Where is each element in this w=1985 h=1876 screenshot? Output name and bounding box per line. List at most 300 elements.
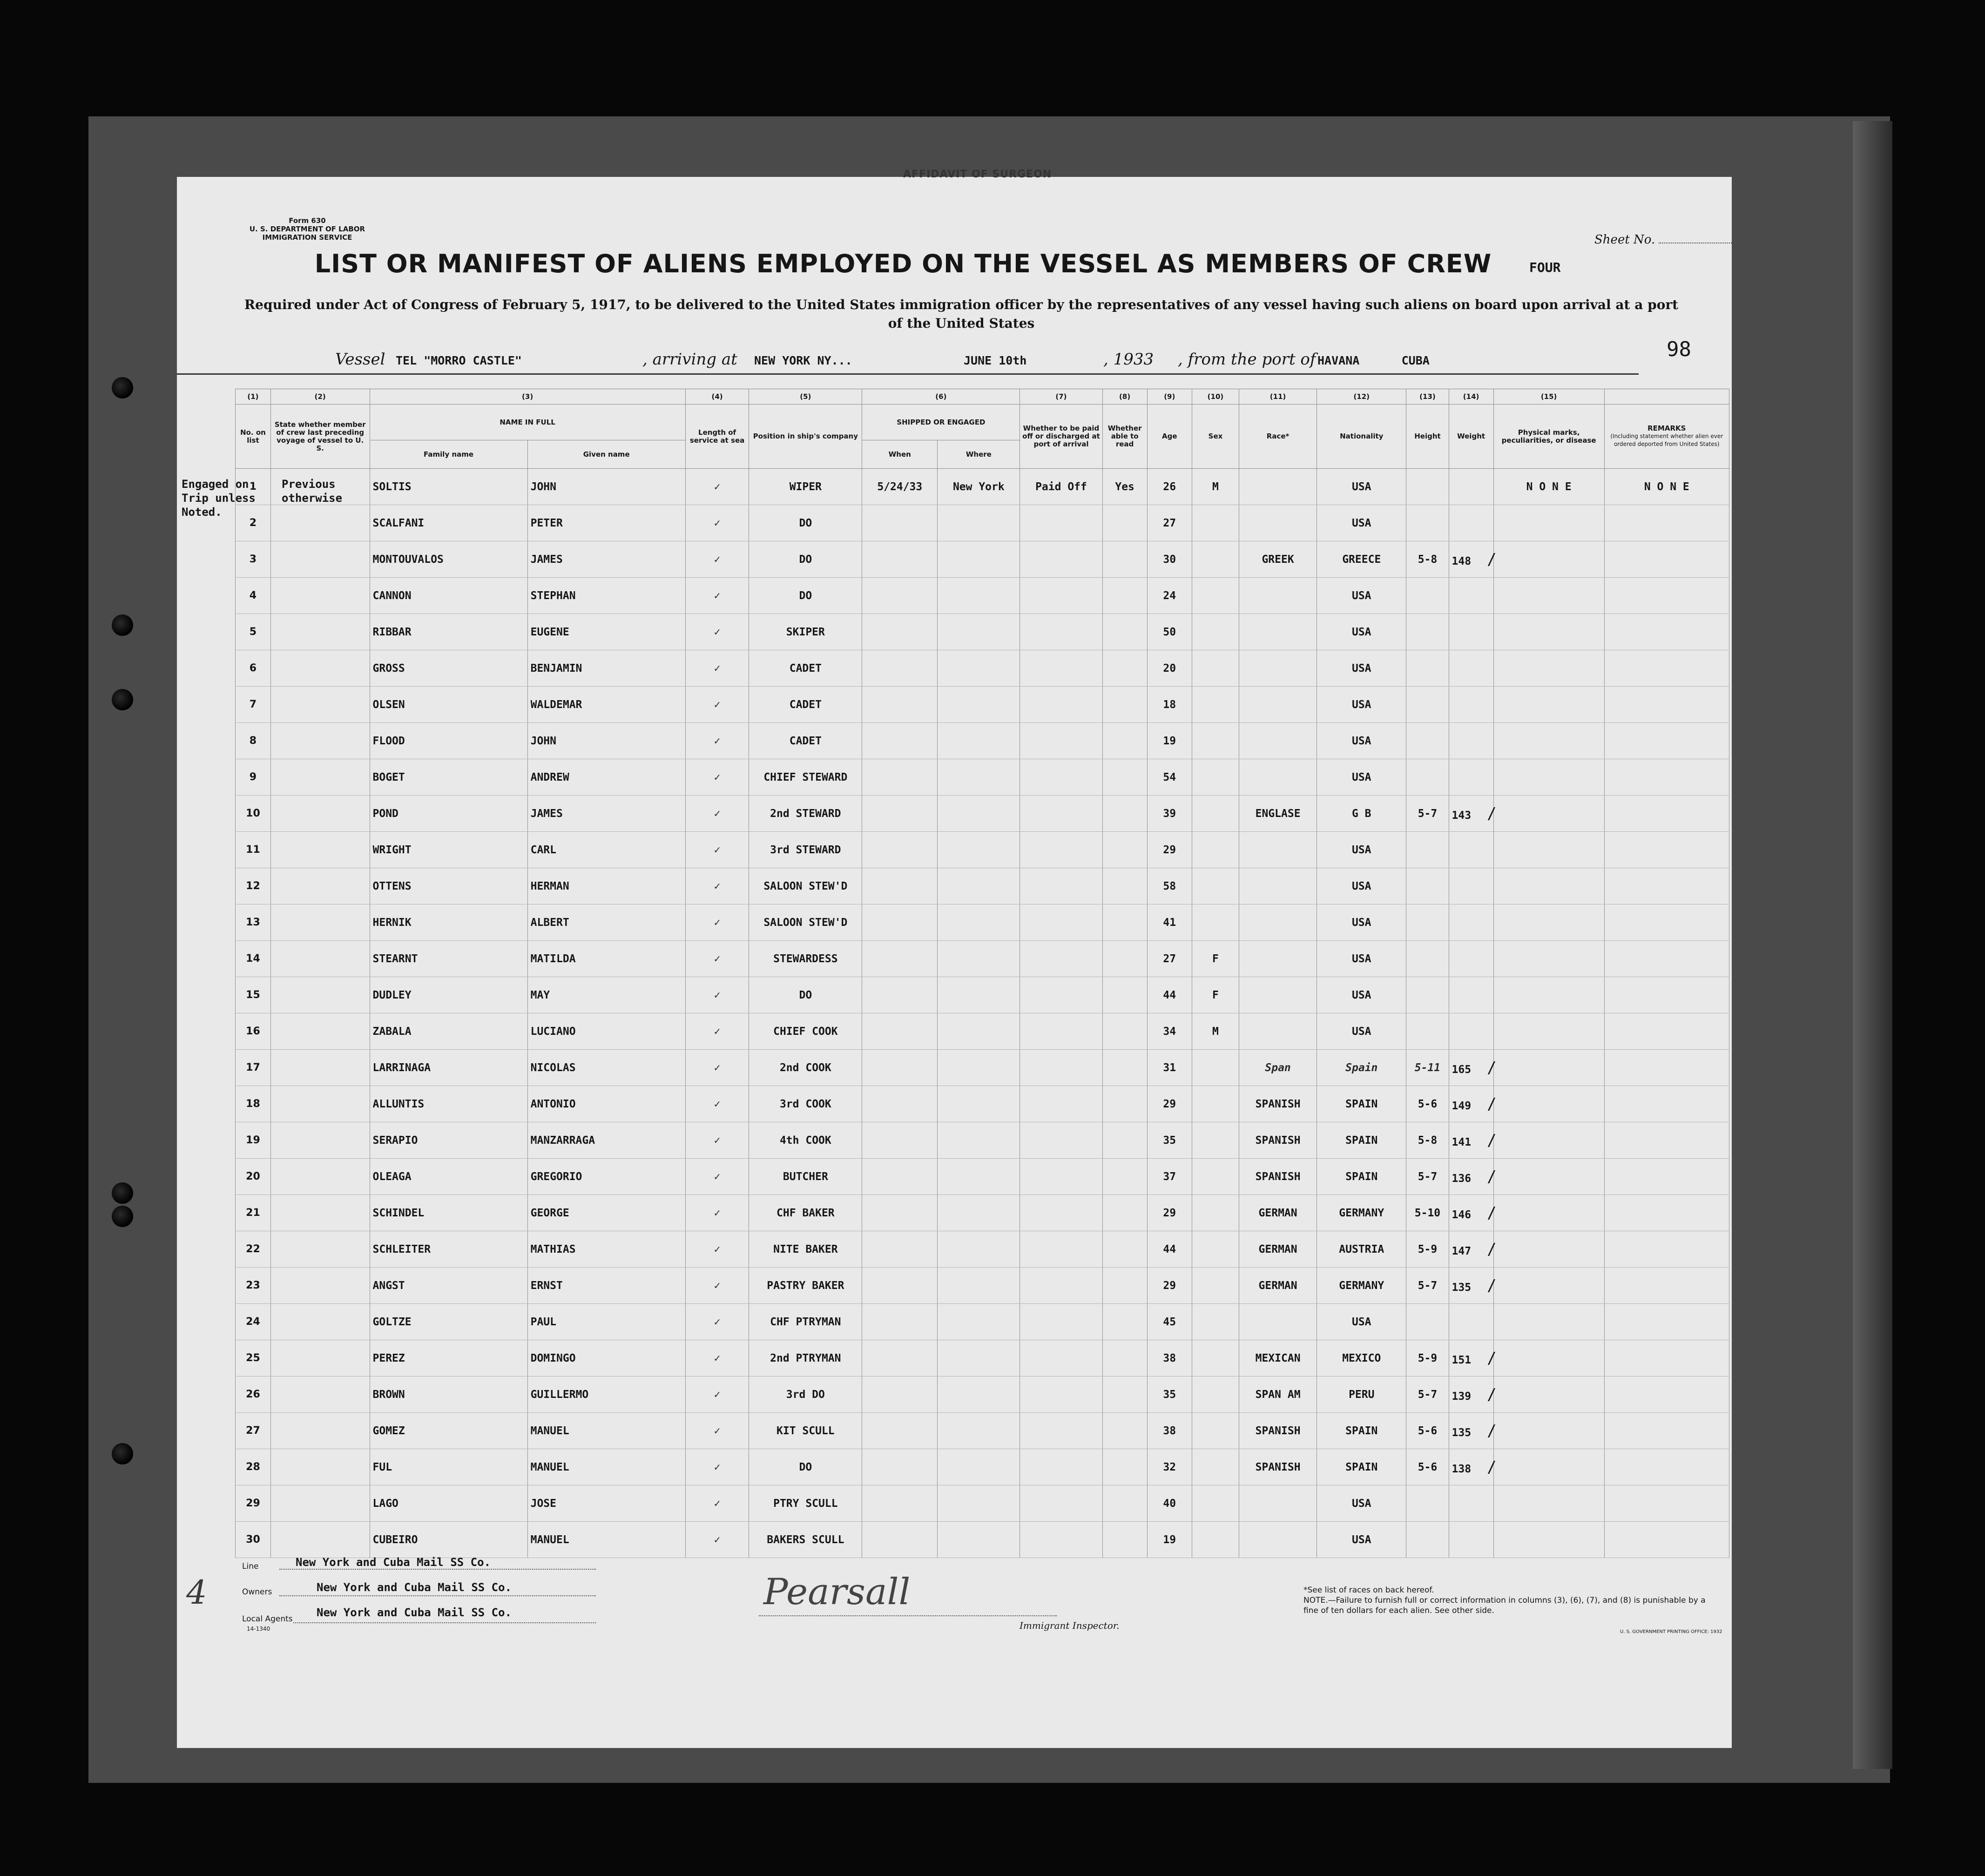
given-name: JOHN <box>527 469 685 505</box>
col-sex: Sex <box>1192 405 1239 469</box>
weight <box>1449 868 1493 904</box>
sex <box>1192 1195 1239 1231</box>
shipped-when <box>862 578 938 614</box>
age: 27 <box>1147 941 1192 977</box>
age: 19 <box>1147 723 1192 759</box>
nationality: SPAIN <box>1317 1122 1406 1159</box>
given-name: ALBERT <box>527 904 685 941</box>
nationality: USA <box>1317 614 1406 650</box>
age: 35 <box>1147 1377 1192 1413</box>
given-name: JOHN <box>527 723 685 759</box>
race <box>1239 469 1317 505</box>
position: DO <box>749 578 862 614</box>
paid-off <box>1020 759 1102 796</box>
col13-index: (13) <box>1406 389 1449 405</box>
tick-mark: / <box>1487 1058 1497 1077</box>
col-shipped-where: Where <box>938 440 1020 469</box>
physical-marks <box>1493 1268 1604 1304</box>
weight <box>1449 1304 1493 1340</box>
able-to-read <box>1102 1449 1147 1485</box>
race: SPAN AM <box>1239 1377 1317 1413</box>
previous-voyage-cell <box>270 578 370 614</box>
position: CHIEF COOK <box>749 1013 862 1050</box>
remarks <box>1604 1086 1729 1122</box>
sex <box>1192 723 1239 759</box>
height <box>1406 650 1449 687</box>
paid-off <box>1020 1449 1102 1485</box>
remarks <box>1604 1304 1729 1340</box>
manifest-sheet <box>177 169 1732 1748</box>
row-number: 25 <box>236 1340 271 1377</box>
race: GREEK <box>1239 541 1317 578</box>
physical-marks <box>1493 1159 1604 1195</box>
weight <box>1449 1522 1493 1558</box>
given-name: JAMES <box>527 541 685 578</box>
nationality: USA <box>1317 687 1406 723</box>
paid-off <box>1020 977 1102 1013</box>
table-row <box>236 687 1729 723</box>
age: 44 <box>1147 977 1192 1013</box>
paid-off <box>1020 1522 1102 1558</box>
physical-marks <box>1493 977 1604 1013</box>
weight <box>1449 723 1493 759</box>
service-check: ✓ <box>685 1304 749 1340</box>
col14-index: (14) <box>1449 389 1493 405</box>
weight-value: 146 <box>1452 1208 1472 1221</box>
height: 5-10 <box>1406 1195 1449 1231</box>
table-row <box>236 1340 1729 1377</box>
able-to-read <box>1102 614 1147 650</box>
age: 44 <box>1147 1231 1192 1268</box>
shipped-where <box>938 578 1020 614</box>
weight <box>1449 832 1493 868</box>
crew-manifest-table <box>235 389 1729 1558</box>
remarks-heading: REMARKS <box>1647 424 1686 432</box>
shipped-when <box>862 1485 938 1522</box>
col-position: Position in ship's company <box>749 405 862 469</box>
given-name: MANUEL <box>527 1449 685 1485</box>
able-to-read <box>1102 759 1147 796</box>
owners-value: New York and Cuba Mail SS Co. <box>317 1581 512 1594</box>
given-name: ERNST <box>527 1268 685 1304</box>
row-number: 4 <box>236 578 271 614</box>
weight <box>1449 650 1493 687</box>
shipped-where <box>938 1304 1020 1340</box>
nationality: USA <box>1317 941 1406 977</box>
paid-off <box>1020 941 1102 977</box>
given-name: GUILLERMO <box>527 1377 685 1413</box>
signature-line <box>759 1615 1057 1616</box>
age: 34 <box>1147 1013 1192 1050</box>
physical-marks <box>1493 723 1604 759</box>
height <box>1406 868 1449 904</box>
position: CADET <box>749 723 862 759</box>
table-row <box>236 796 1729 832</box>
service-check: ✓ <box>685 1086 749 1122</box>
given-name: LUCIANO <box>527 1013 685 1050</box>
previous-voyage-cell <box>270 1050 370 1086</box>
row-number: 29 <box>236 1485 271 1522</box>
remarks <box>1604 650 1729 687</box>
table-row <box>236 505 1729 541</box>
physical-marks <box>1493 1485 1604 1522</box>
given-name: WALDEMAR <box>527 687 685 723</box>
form-number: Form 630 <box>289 216 326 225</box>
service-check: ✓ <box>685 578 749 614</box>
row-number: 14 <box>236 941 271 977</box>
height <box>1406 614 1449 650</box>
service-check: ✓ <box>685 868 749 904</box>
shipped-when <box>862 505 938 541</box>
weight <box>1449 505 1493 541</box>
col5-index: (5) <box>749 389 862 405</box>
remarks <box>1604 904 1729 941</box>
vessel-line <box>177 350 1639 375</box>
height <box>1406 759 1449 796</box>
physical-marks <box>1493 868 1604 904</box>
weight <box>1449 1449 1497 1485</box>
page-number: 98 <box>1667 337 1691 361</box>
age: 29 <box>1147 1268 1192 1304</box>
position: DO <box>749 1449 862 1485</box>
given-name: JAMES <box>527 796 685 832</box>
able-to-read <box>1102 1522 1147 1558</box>
able-to-read <box>1102 1304 1147 1340</box>
weight <box>1449 614 1493 650</box>
shipped-where <box>938 687 1020 723</box>
nationality: PERU <box>1317 1377 1406 1413</box>
shipped-where <box>938 1195 1020 1231</box>
given-name: JOSE <box>527 1485 685 1522</box>
remarks <box>1604 614 1729 650</box>
row-number: 15 <box>236 977 271 1013</box>
paid-off <box>1020 1159 1102 1195</box>
able-to-read <box>1102 687 1147 723</box>
shipped-when <box>862 723 938 759</box>
col-height: Height <box>1406 405 1449 469</box>
sex <box>1192 1086 1239 1122</box>
age: 35 <box>1147 1122 1192 1159</box>
row-number: 20 <box>236 1159 271 1195</box>
position: CHF BAKER <box>749 1195 862 1231</box>
nationality: USA <box>1317 1485 1406 1522</box>
nationality: USA <box>1317 469 1406 505</box>
table-row <box>236 469 1729 505</box>
weight-value: 141 <box>1452 1136 1472 1148</box>
nationality: USA <box>1317 868 1406 904</box>
binder-hole <box>112 614 133 636</box>
remarks <box>1604 1522 1729 1558</box>
able-to-read <box>1102 1413 1147 1449</box>
family-name: RIBBAR <box>370 614 527 650</box>
age: 19 <box>1147 1522 1192 1558</box>
shipped-when <box>862 1050 938 1086</box>
service-name: IMMIGRATION SERVICE <box>262 233 352 242</box>
race <box>1239 578 1317 614</box>
race: SPANISH <box>1239 1449 1317 1485</box>
tick-mark: / <box>1487 1421 1497 1440</box>
family-name: ZABALA <box>370 1013 527 1050</box>
weight-value: 148 <box>1452 555 1472 567</box>
service-check: ✓ <box>685 687 749 723</box>
position: NITE BAKER <box>749 1231 862 1268</box>
height: 5-7 <box>1406 1268 1449 1304</box>
shipped-where <box>938 1122 1020 1159</box>
previous-voyage-cell <box>270 759 370 796</box>
from-port-value: HAVANA CUBA <box>1317 354 1430 367</box>
race <box>1239 505 1317 541</box>
col1-index: (1) <box>236 389 271 405</box>
table-row <box>236 759 1729 796</box>
nationality: Spain <box>1317 1050 1406 1086</box>
shipped-when <box>862 759 938 796</box>
owners-label: Owners <box>242 1587 272 1597</box>
physical-marks <box>1493 1377 1604 1413</box>
position: CHIEF STEWARD <box>749 759 862 796</box>
position: BUTCHER <box>749 1159 862 1195</box>
shipped-when <box>862 687 938 723</box>
shipped-when <box>862 650 938 687</box>
paid-off <box>1020 1050 1102 1086</box>
col-race: Race* <box>1239 405 1317 469</box>
table-row <box>236 614 1729 650</box>
sex <box>1192 1413 1239 1449</box>
row-number: 22 <box>236 1231 271 1268</box>
col10-index: (10) <box>1192 389 1239 405</box>
weight <box>1449 1086 1497 1122</box>
race: GERMAN <box>1239 1231 1317 1268</box>
line-label: Line <box>242 1562 259 1571</box>
previous-voyage-cell <box>270 723 370 759</box>
shipped-when <box>862 1159 938 1195</box>
weight <box>1449 1122 1497 1159</box>
race <box>1239 904 1317 941</box>
col-shipped-or-engaged: SHIPPED OR ENGAGED <box>862 405 1020 440</box>
able-to-read <box>1102 1231 1147 1268</box>
given-name: ANDREW <box>527 759 685 796</box>
sex <box>1192 1522 1239 1558</box>
row-number: 30 <box>236 1522 271 1558</box>
age: 18 <box>1147 687 1192 723</box>
sex: M <box>1192 1013 1239 1050</box>
given-name: PAUL <box>527 1304 685 1340</box>
service-check: ✓ <box>685 941 749 977</box>
table-row <box>236 1159 1729 1195</box>
given-name: MANUEL <box>527 1522 685 1558</box>
height <box>1406 469 1449 505</box>
position: CADET <box>749 687 862 723</box>
sex <box>1192 1449 1239 1485</box>
able-to-read <box>1102 832 1147 868</box>
able-to-read <box>1102 796 1147 832</box>
tick-mark: / <box>1487 550 1497 569</box>
race: Span <box>1239 1050 1317 1086</box>
position: 2nd PTRYMAN <box>749 1340 862 1377</box>
physical-marks <box>1493 796 1604 832</box>
physical-marks <box>1493 541 1604 578</box>
physical-marks <box>1493 650 1604 687</box>
remarks <box>1604 759 1729 796</box>
height <box>1406 1013 1449 1050</box>
nationality: GERMANY <box>1317 1268 1406 1304</box>
nationality: USA <box>1317 578 1406 614</box>
binder-hole <box>112 1443 133 1464</box>
able-to-read <box>1102 1340 1147 1377</box>
sex <box>1192 1485 1239 1522</box>
race <box>1239 1013 1317 1050</box>
inspector-label: Immigrant Inspector. <box>1020 1620 1120 1631</box>
row-number: 19 <box>236 1122 271 1159</box>
row-number: 27 <box>236 1413 271 1449</box>
given-name: MATILDA <box>527 941 685 977</box>
sex <box>1192 541 1239 578</box>
weight <box>1449 1050 1497 1086</box>
height: 5-6 <box>1406 1086 1449 1122</box>
remarks <box>1604 1413 1729 1449</box>
act-of-congress-text: Required under Act of Congress of February 5, 1917, to be delivered to the United States immigration officer by the representatives of any vessel having such aliens on board upon arrival at a port of the United States <box>244 297 1679 331</box>
given-name: EUGENE <box>527 614 685 650</box>
col-age: Age <box>1147 405 1192 469</box>
remarks <box>1604 1449 1729 1485</box>
able-to-read <box>1102 723 1147 759</box>
sex <box>1192 796 1239 832</box>
paid-off <box>1020 650 1102 687</box>
height: 5-7 <box>1406 1377 1449 1413</box>
remarks <box>1604 977 1729 1013</box>
position: 2nd COOK <box>749 1050 862 1086</box>
col-shipped-when: When <box>862 440 938 469</box>
family-name: BROWN <box>370 1377 527 1413</box>
race <box>1239 759 1317 796</box>
col-length-of-service: Length of service at sea <box>685 405 749 469</box>
given-name: MANUEL <box>527 1413 685 1449</box>
remarks <box>1604 723 1729 759</box>
service-check: ✓ <box>685 1340 749 1377</box>
able-to-read <box>1102 941 1147 977</box>
vessel-label: Vessel <box>335 350 385 369</box>
sex <box>1192 1268 1239 1304</box>
weight-value: 136 <box>1452 1172 1472 1185</box>
table-row <box>236 977 1729 1013</box>
weight-value: 143 <box>1452 809 1472 822</box>
remarks <box>1604 1122 1729 1159</box>
col-weight: Weight <box>1449 405 1493 469</box>
height <box>1406 578 1449 614</box>
service-check: ✓ <box>685 977 749 1013</box>
remarks <box>1604 505 1729 541</box>
sex <box>1192 1377 1239 1413</box>
age: 29 <box>1147 1195 1192 1231</box>
service-check: ✓ <box>685 1485 749 1522</box>
height <box>1406 687 1449 723</box>
shipped-when <box>862 832 938 868</box>
weight-value: 165 <box>1452 1063 1472 1076</box>
table-row <box>236 1195 1729 1231</box>
service-check: ✓ <box>685 541 749 578</box>
tick-mark: / <box>1487 1458 1497 1477</box>
age: 24 <box>1147 578 1192 614</box>
physical-marks <box>1493 1231 1604 1268</box>
previous-voyage-cell <box>270 1268 370 1304</box>
physical-marks <box>1493 1449 1604 1485</box>
service-check: ✓ <box>685 650 749 687</box>
able-to-read <box>1102 1268 1147 1304</box>
position: KIT SCULL <box>749 1413 862 1449</box>
paid-off <box>1020 1340 1102 1377</box>
nationality: SPAIN <box>1317 1413 1406 1449</box>
age: 40 <box>1147 1485 1192 1522</box>
family-name: GOMEZ <box>370 1413 527 1449</box>
age: 26 <box>1147 469 1192 505</box>
race <box>1239 650 1317 687</box>
remarks <box>1604 1377 1729 1413</box>
row-number: 6 <box>236 650 271 687</box>
arrival-year: , 1933 <box>1103 350 1154 369</box>
family-name: FUL <box>370 1449 527 1485</box>
paid-off <box>1020 1013 1102 1050</box>
remarks <box>1604 1340 1729 1377</box>
paid-off <box>1020 723 1102 759</box>
shipped-where <box>938 723 1020 759</box>
col12-index: (12) <box>1317 389 1406 405</box>
position: SKIPER <box>749 614 862 650</box>
age: 38 <box>1147 1413 1192 1449</box>
physical-marks <box>1493 1413 1604 1449</box>
previous-voyage-cell <box>270 1304 370 1340</box>
owners-underline <box>279 1595 596 1596</box>
paid-off <box>1020 541 1102 578</box>
row-number: 21 <box>236 1195 271 1231</box>
tick-mark: / <box>1487 1131 1497 1150</box>
previous-voyage-cell <box>270 1522 370 1558</box>
affidavit-heading: AFFIDAVIT OF SURGEON <box>903 169 1052 180</box>
age: 31 <box>1147 1050 1192 1086</box>
form-code: 14-1340 <box>247 1626 270 1632</box>
race: SPANISH <box>1239 1159 1317 1195</box>
previous-voyage-cell <box>270 904 370 941</box>
physical-marks <box>1493 1522 1604 1558</box>
paid-off <box>1020 904 1102 941</box>
service-check: ✓ <box>685 1122 749 1159</box>
col-paid-off: Whether to be paid off or discharged at port of arrival <box>1020 405 1102 469</box>
vessel-value: TEL "MORRO CASTLE" <box>396 354 522 367</box>
able-to-read <box>1102 977 1147 1013</box>
age: 32 <box>1147 1449 1192 1485</box>
family-name: OLEAGA <box>370 1159 527 1195</box>
line-underline <box>279 1569 596 1570</box>
from-port-label: , from the port of <box>1178 350 1316 369</box>
age: 38 <box>1147 1340 1192 1377</box>
arrival-date: JUNE 10th <box>964 354 1027 367</box>
row-number: 24 <box>236 1304 271 1340</box>
previous-voyage-cell <box>270 541 370 578</box>
remarks <box>1604 832 1729 868</box>
row-number: 28 <box>236 1449 271 1485</box>
weight <box>1449 1377 1497 1413</box>
physical-marks <box>1493 832 1604 868</box>
age: 20 <box>1147 650 1192 687</box>
service-check: ✓ <box>685 1449 749 1485</box>
race: GERMAN <box>1239 1268 1317 1304</box>
paid-off <box>1020 1086 1102 1122</box>
col-able-to-read: Whether able to read <box>1102 405 1147 469</box>
family-name: SCALFANI <box>370 505 527 541</box>
col-name-in-full: NAME IN FULL <box>370 405 685 440</box>
shipped-when <box>862 1086 938 1122</box>
shipped-when: 5/24/33 <box>862 469 938 505</box>
height: 5-7 <box>1406 1159 1449 1195</box>
sex <box>1192 1050 1239 1086</box>
